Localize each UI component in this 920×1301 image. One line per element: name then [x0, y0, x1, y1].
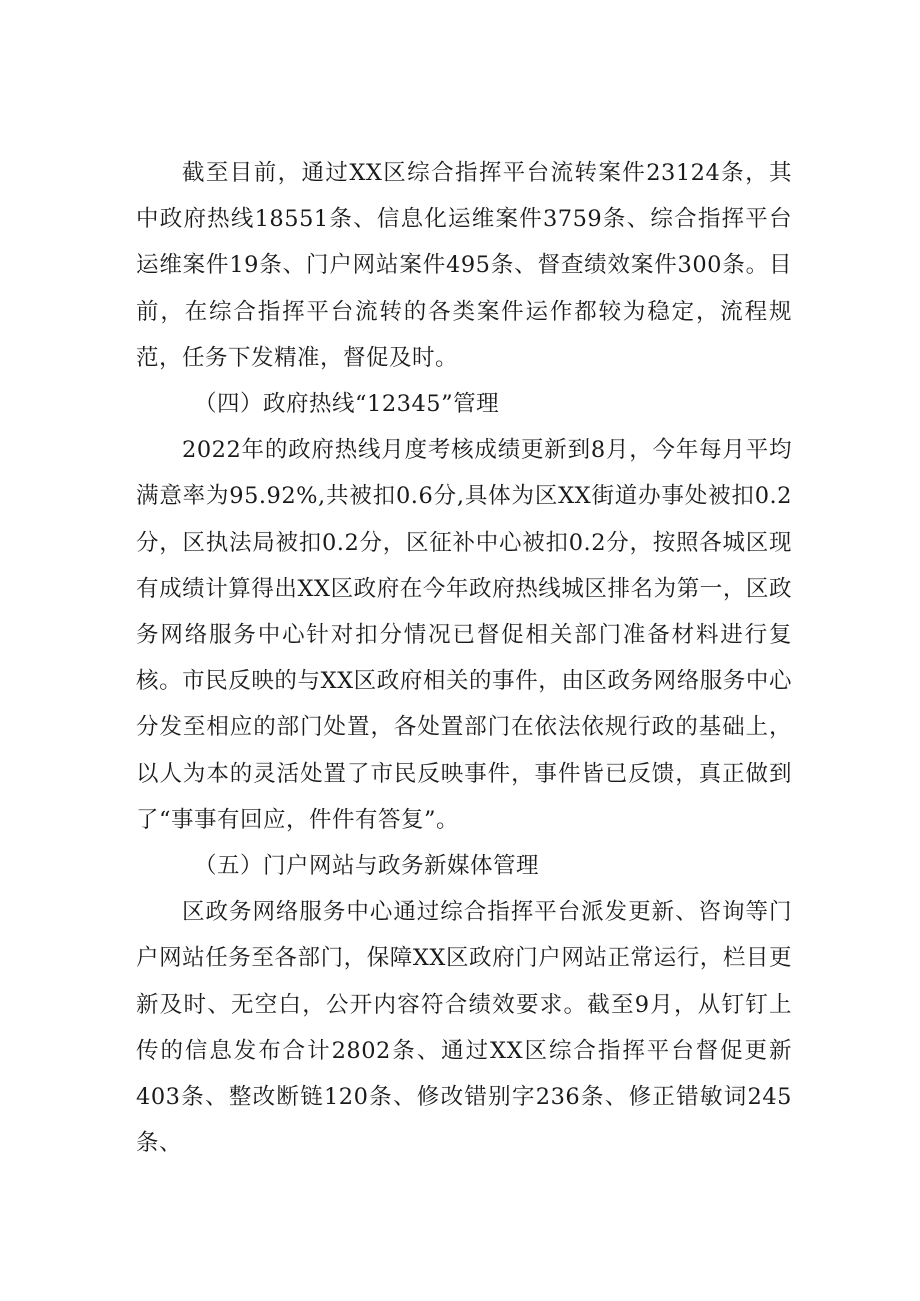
paragraph-hotline-management: 2022年的政府热线月度考核成绩更新到8月，今年每月平均满意率为95.92%,共被扣0.6分,具体为区XX街道办事处被扣0.2分，区执法局被扣0.2分，区征补中心被扣0.2分，按照各城区现有成绩计算得出XX区政府在今年政府热线城区排名为第一，区政务网络服务中心针对扣分情况已督促相关部门准备材料进行复核。市民反映的与XX区政府相关的事件，由区政务网络服务中心分发至相应的部门处置，各处置部门在依法依规行政的基础上，以人为本的灵活处置了市民反映事件，事件皆已反馈，真正做到了“事事有回应，件件有答复”。 [136, 437, 792, 833]
section-heading-hotline: （四）政府热线“12345”管理 [194, 391, 500, 418]
paragraph-portal-management: 区政务网络服务中心通过综合指挥平台派发更新、咨询等门户网站任务至各部门，保障XX区政府门户网站正常运行，栏目更新及时、无空白，公开内容符合绩效要求。截至9月，从钉钉上传的信息发布合计2802条、通过XX区综合指挥平台督促更新403条、整改断链120条、修改错别字236条、修正错敏词245条、 [136, 899, 792, 1157]
document-body [136, 150, 792, 1166]
paragraph-case-statistics: 截至目前，通过XX区综合指挥平台流转案件23124条，其中政府热线18551条、信息化运维案件3759条、综合指挥平台运维案件19条、门户网站案件495条、督查绩效案件300条。目前，在综合指挥平台流转的各类案件运作都较为稳定，流程规范，任务下发精准，督促及时。 [136, 160, 792, 371]
section-heading-portal-media: （五）门户网站与政务新媒体管理 [194, 853, 540, 880]
